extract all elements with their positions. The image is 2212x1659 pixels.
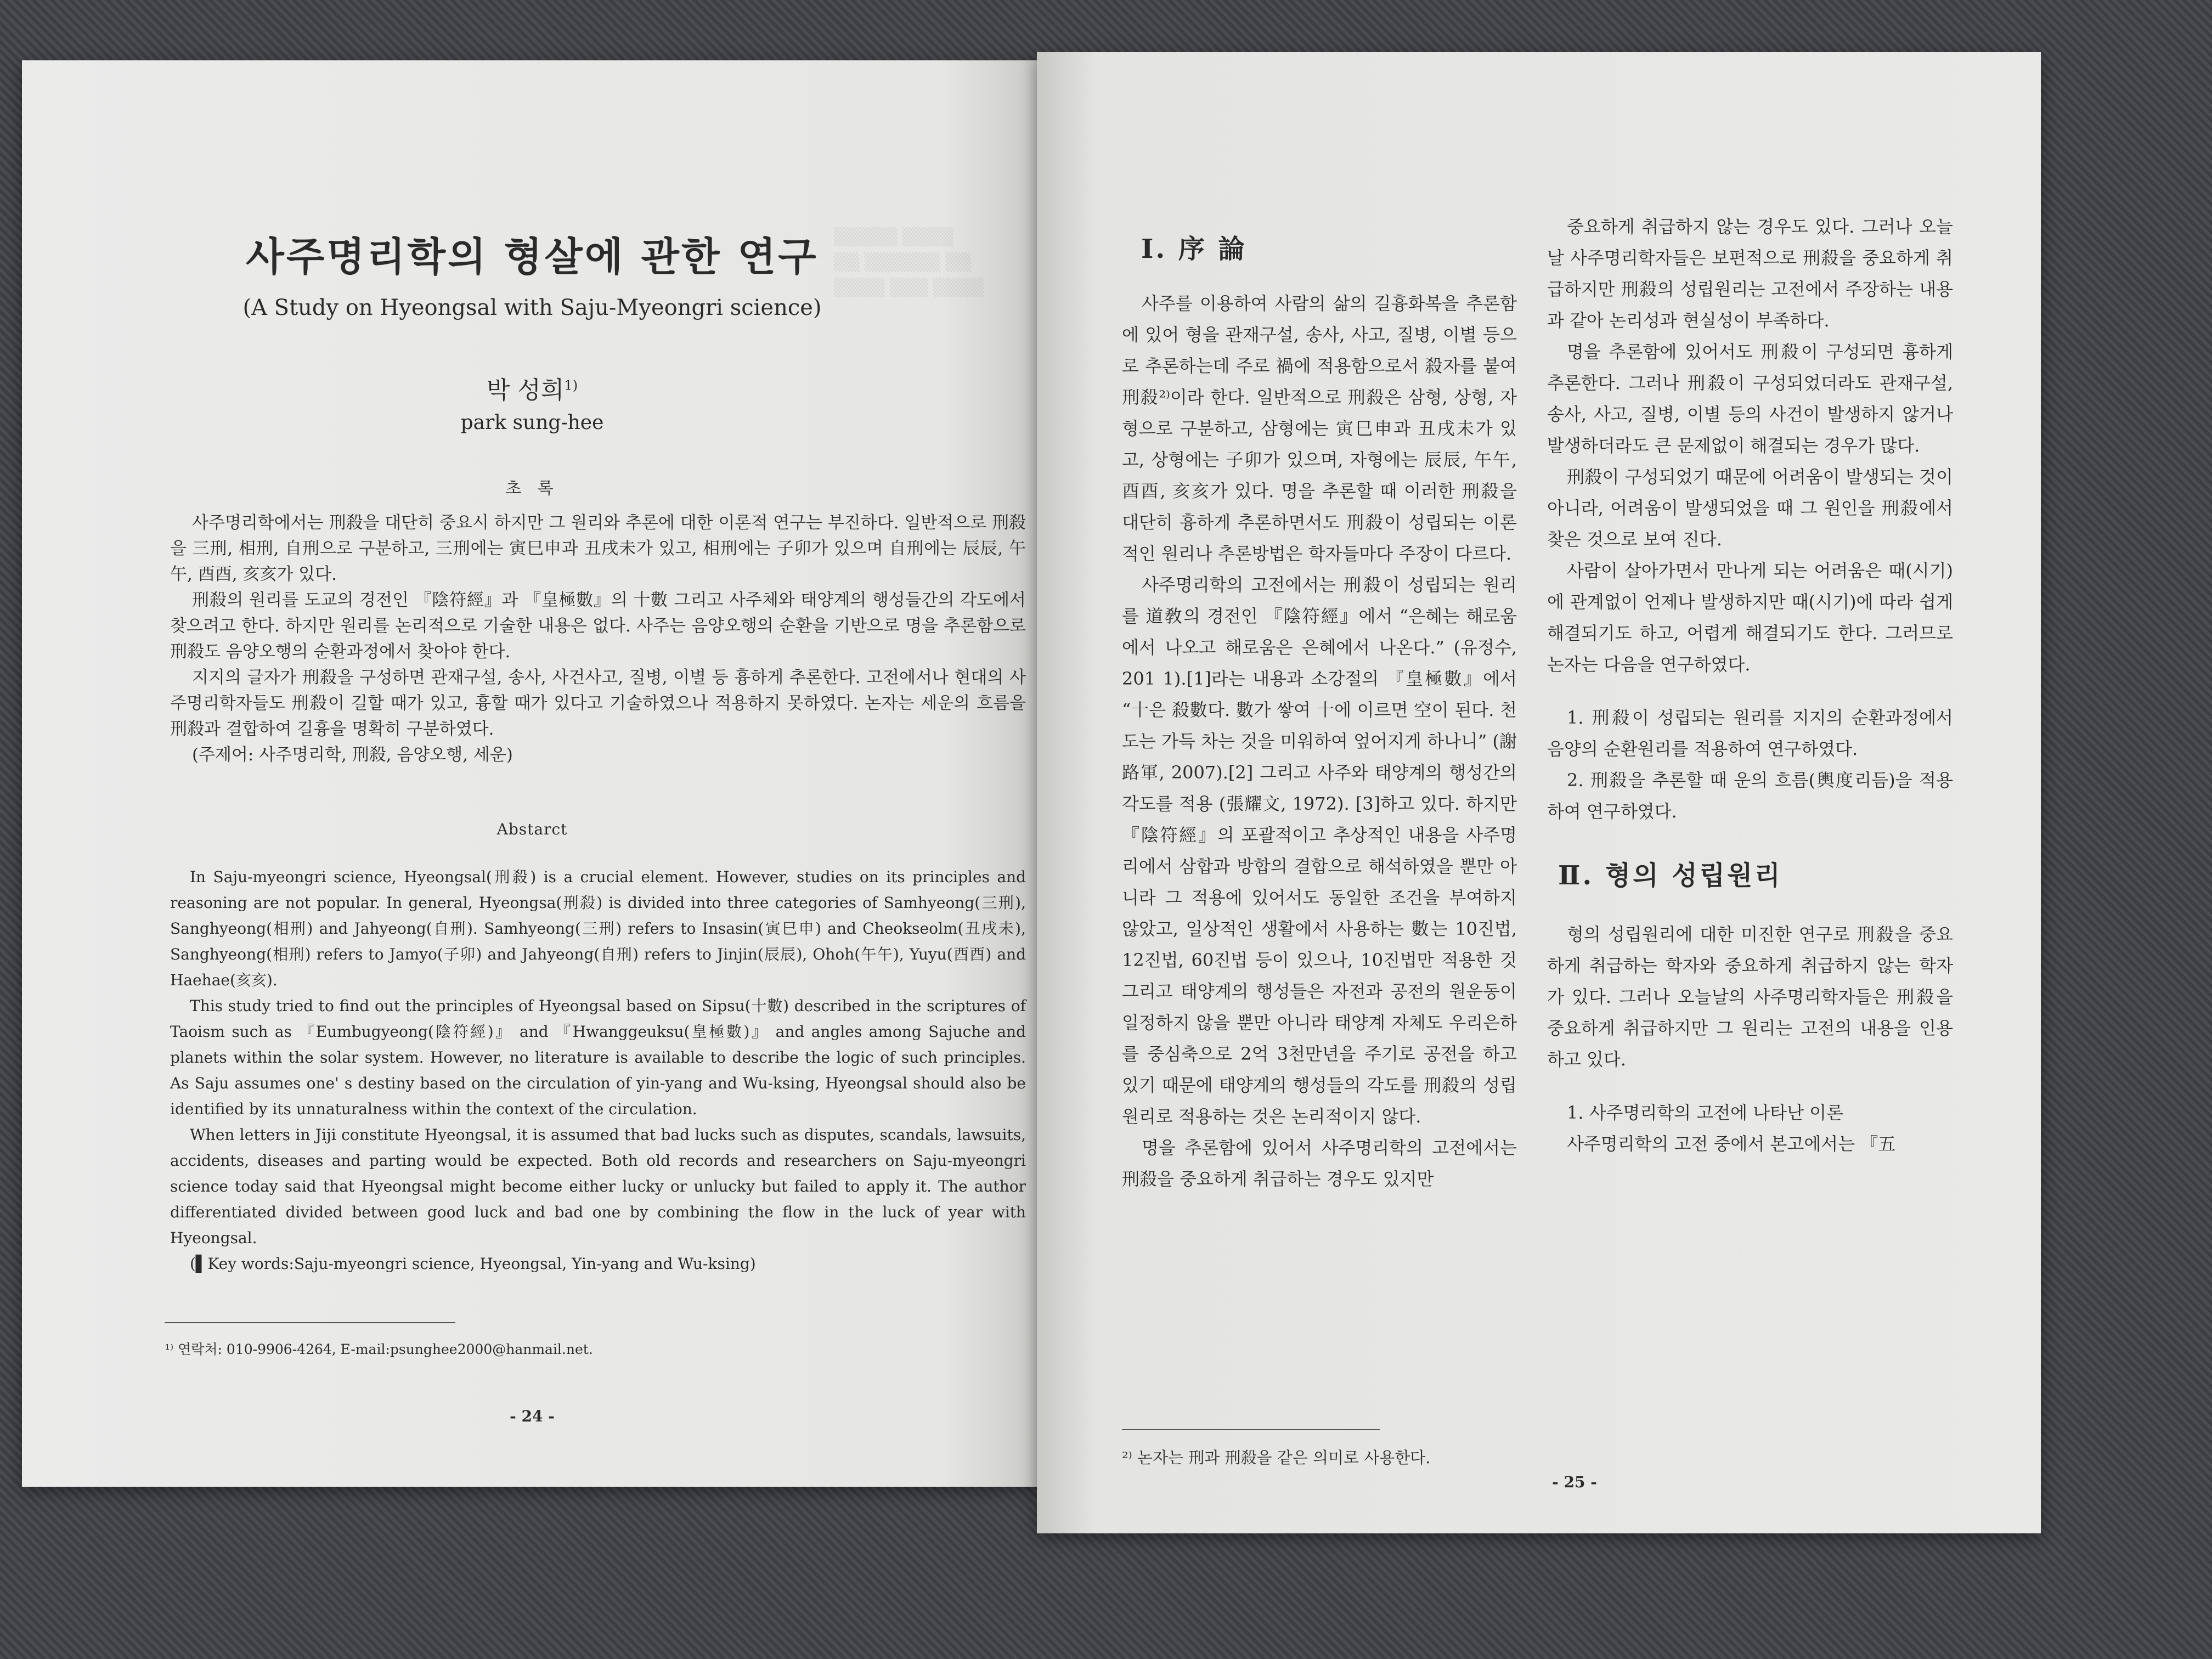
footnote-divider: [165, 1322, 455, 1323]
body-paragraph: 형의 성립원리에 대한 미진한 연구로 刑殺을 중요하게 취급하는 학자와 중요하게 취급하지 않는 학자가 있다. 그러나 오늘날의 사주명리학자들은 刑殺을 중요하게 취급하지만 그 원리는 고전의 내용을 인용하고 있다.: [1547, 924, 1953, 1070]
paper-title-korean: 사주명리학의 형살에 관한 연구: [246, 233, 819, 280]
section-heading-introduction: Ⅰ. 序 論: [1141, 234, 1247, 264]
research-aim-item: 1. 刑殺이 성립되는 원리를 지지의 순환과정에서 음양의 순환원리를 적용하여 연구하였다.: [1547, 707, 1953, 759]
body-paragraph: 刑殺이 구성되었기 때문에 어려움이 발생되는 것이 아니라, 어려움이 발생되었을 때 그 원인을 刑殺에서 찾은 것으로 보여 진다.: [1547, 466, 1953, 550]
author-name-text: 박 성희: [486, 376, 565, 404]
abstract-label-english: Abstarct: [496, 820, 568, 838]
footnote-divider: [1122, 1429, 1380, 1430]
open-journal-spread: [22, 52, 2052, 1566]
research-aim-item: 2. 刑殺을 추론할 때 운의 흐름(輿度리듬)을 적용하여 연구하였다.: [1547, 770, 1953, 822]
right-page-column-1: [1122, 288, 1517, 1195]
section-heading-principles: Ⅱ. 형의 성립원리: [1558, 860, 1782, 891]
footnote-terminology: ²⁾ 논자는 刑과 刑殺을 같은 의미로 사용한다.: [1122, 1448, 1431, 1467]
body-paragraph: 명을 추론함에 있어서 사주명리학의 고전에서는 刑殺을 중요하게 취급하는 경우도 있지만: [1122, 1137, 1517, 1189]
author-name-english: park sung-hee: [460, 411, 604, 434]
page-number-left: - 24 -: [510, 1407, 555, 1425]
footnote-contact: ¹⁾ 연락처: 010-9906-4264, E-mail:psunghee2000@hanmail.net.: [165, 1341, 593, 1357]
body-paragraph: 명을 추론함에 있어서도 刑殺이 구성되면 흉하게 추론한다. 그러나 刑殺이 구성되었더라도 관재구설, 송사, 사고, 질병, 이별 등의 사건이 발생하지 않거나 발생하더라도 큰 문제없이 해결되는 경우가 많다.: [1547, 341, 1953, 456]
abstract-ko-paragraph: 사주명리학에서는 刑殺을 대단히 중요시 하지만 그 원리와 추론에 대한 이론적 연구는 부진하다. 일반적으로 刑殺을 三刑, 相刑, 自刑으로 구분하고, 三刑에는 寅巳申과 丑戌未가 있고, 相刑에는 子卯가 있으며 自刑에는 辰辰, 午午, 酉酉, 亥亥가 있다.: [170, 513, 1026, 584]
abstract-label-korean: 초 록: [505, 479, 559, 498]
abstract-ko-keywords: (주제어: 사주명리학, 刑殺, 음양오행, 세운): [192, 745, 513, 765]
abstract-en-keywords: (▌Key words:Saju-myeongri science, Hyeongsal, Yin-yang and Wu-ksing): [190, 1255, 756, 1273]
body-paragraph: 사람이 살아가면서 만나게 되는 어려움은 때(시기)에 관계없이 언제나 발생하지만 때(시기)에 따라 쉽게 해결되기도 하고, 어렵게 해결되기도 한다. 그러므로 논자는 다음을 연구하였다.: [1547, 560, 1953, 675]
page-number-right: - 25 -: [1552, 1473, 1597, 1491]
abstract-korean: [170, 510, 1026, 768]
body-paragraph: 중요하게 취급하지 않는 경우도 있다. 그러나 오늘날 사주명리학자들은 보편적으로 刑殺을 중요하게 취급하지만 刑殺의 성립원리는 고전에서 주장하는 내용과 같아 논리성과 현실성이 부족하다.: [1547, 216, 1953, 331]
abstract-ko-paragraph: 지지의 글자가 刑殺을 구성하면 관재구설, 송사, 사건사고, 질병, 이별 등 흉하게 추론한다. 고전에서나 현대의 사주명리학자들도 刑殺이 길할 때가 있고, 흉할 때가 있다고 기술하였으나 적용하지 못하였다. 논자는 세운의 흐름을 刑殺과 결합하여 길흉을 명확히 구분하였다.: [170, 668, 1026, 739]
show-through-text: ▒▒▒▒▒ ▒▒▒▒ ▒▒ ▒▒▒▒▒▒ ▒▒ ▒▒▒▒ ▒▒▒ ▒▒▒▒: [834, 228, 984, 297]
author-name-korean: [22, 370, 1042, 405]
abstract-ko-paragraph: 刑殺의 원리를 도교의 경전인 『陰符經』과 『皇極數』의 十數 그리고 사주체와 태양계의 행성들간의 각도에서 찾으려고 한다. 하지만 원리를 논리적으로 기술한 내용은 없다. 사주는 음양오행의 순환을 기반으로 명을 추론함으로 刑殺도 음양오행의 순환과정에서 찾아야 한다.: [170, 590, 1026, 662]
author-footnote-mark: 1): [564, 377, 578, 393]
abstract-en-paragraph: This study tried to find out the principles of Hyeongsal based on Sipsu(十數) described in the scriptures of Taoism such as 『Eumbugyeong(陰符經)』 and 『Hwanggeuksu(皇極數)』 and angles among Sajuche and planets within the solar system. However, no literature is available to describe the logic of such principles. As Saju assumes one' s destiny based on the circulation of yin-yang and Wu-ksing, Hyeongsal should also be identified by its unnaturalness within the context of the circulation.: [170, 997, 1026, 1118]
abstract-english: [170, 864, 1026, 1277]
right-page: [1037, 52, 2041, 1533]
abstract-en-paragraph: When letters in Jiji constitute Hyeongsal, it is assumed that bad lucks such as disputes, scandals, lawsuits, accidents, diseases and parting would be expected. Both old records and researchers on Saju-myeongri science today said that Hyeongsal might become either lucky or unlucky but failed to apply it. The author differentiated divided between good luck and bad one by combining the flow in the luck of year with Hyeongsal.: [170, 1126, 1026, 1247]
body-paragraph: 사주명리학의 고전 중에서 본고에서는 『五: [1567, 1133, 1896, 1154]
left-page: [22, 60, 1042, 1487]
paper-title-english: (A Study on Hyeongsal with Saju-Myeongri science): [242, 295, 822, 320]
body-paragraph: 사주명리학의 고전에서는 刑殺이 성립되는 원리를 道敎의 경전인 『陰符經』에서 “은혜는 해로움에서 나오고 해로움은 은혜에서 나온다.” (유정수, 201 1).[1]라는 내용과 소강절의 『皇極數』에서 “十은 殺數다. 數가 쌓여 十에 이르면 空이 된다. 천도는 가득 차는 것을 미워하여 엎어지게 하나니” (謝路軍, 2007).[2] 그리고 사주와 태양계의 행성간의 각도를 적용 (張耀文, 1972). [3]하고 있다. 하지만 『陰符經』의 포괄적이고 추상적인 내용을 사주명리에서 삼합과 방합의 결합으로 해석하였을 뿐만 아니라 그 적용에 있어서도 동일한 조건을 부여하지 않았고, 일상적인 생활에서 사용하는 數는 10진법, 12진법, 60진법 등이 있으나, 10진법만 적용한 것 그리고 태양계의 행성들은 자전과 공전의 원운동이 일정하지 않을 뿐만 아니라 태양계 자체도 우리은하를 중심축으로 2억 3천만년을 주기로 공전을 하고 있기 때문에 태양계의 행성들의 각도를 刑殺의 성립원리로 적용하는 것은 논리적이지 않다.: [1122, 574, 1517, 1127]
abstract-en-paragraph: In Saju-myeongri science, Hyeongsal(刑殺) is a crucial element. However, studies on its principles and reasoning are not popular. In general, Hyeongsa(刑殺) is divided into three categories of Samhyeong(三刑), Sanghyeong(相刑) and Jahyeong(自刑). Samhyeong(三刑) refers to Insasin(寅巳申) and Cheokseolm(丑戌未), Sanghyeong(相刑) refers to Jamyo(子卯) and Jahyeong(自刑) refers to Jinjin(辰辰), Ohoh(午午), Yuyu(酉酉) and Haehae(亥亥).: [170, 868, 1026, 989]
right-page-column-2: [1547, 211, 1953, 1160]
subsection-heading: 1. 사주명리학의 고전에 나타난 이론: [1567, 1102, 1843, 1123]
body-paragraph: 사주를 이용하여 사람의 삶의 길흉화복을 추론함에 있어 형을 관재구설, 송사, 사고, 질병, 이별 등으로 추론하는데 주로 禍에 적용함으로서 殺자를 붙여 刑殺²⁾이라 한다. 일반적으로 刑殺은 삼형, 상형, 자형으로 구분하고, 삼형에는 寅巳申과 丑戌未가 있고, 상형에는 子卯가 있으며, 자형에는 辰辰, 午午, 酉酉, 亥亥가 있다. 명을 추론할 때 이러한 刑殺을 대단히 흉하게 추론하면서도 刑殺이 성립되는 이론적인 원리나 추론방법은 학자들마다 주장이 다르다.: [1122, 293, 1517, 564]
